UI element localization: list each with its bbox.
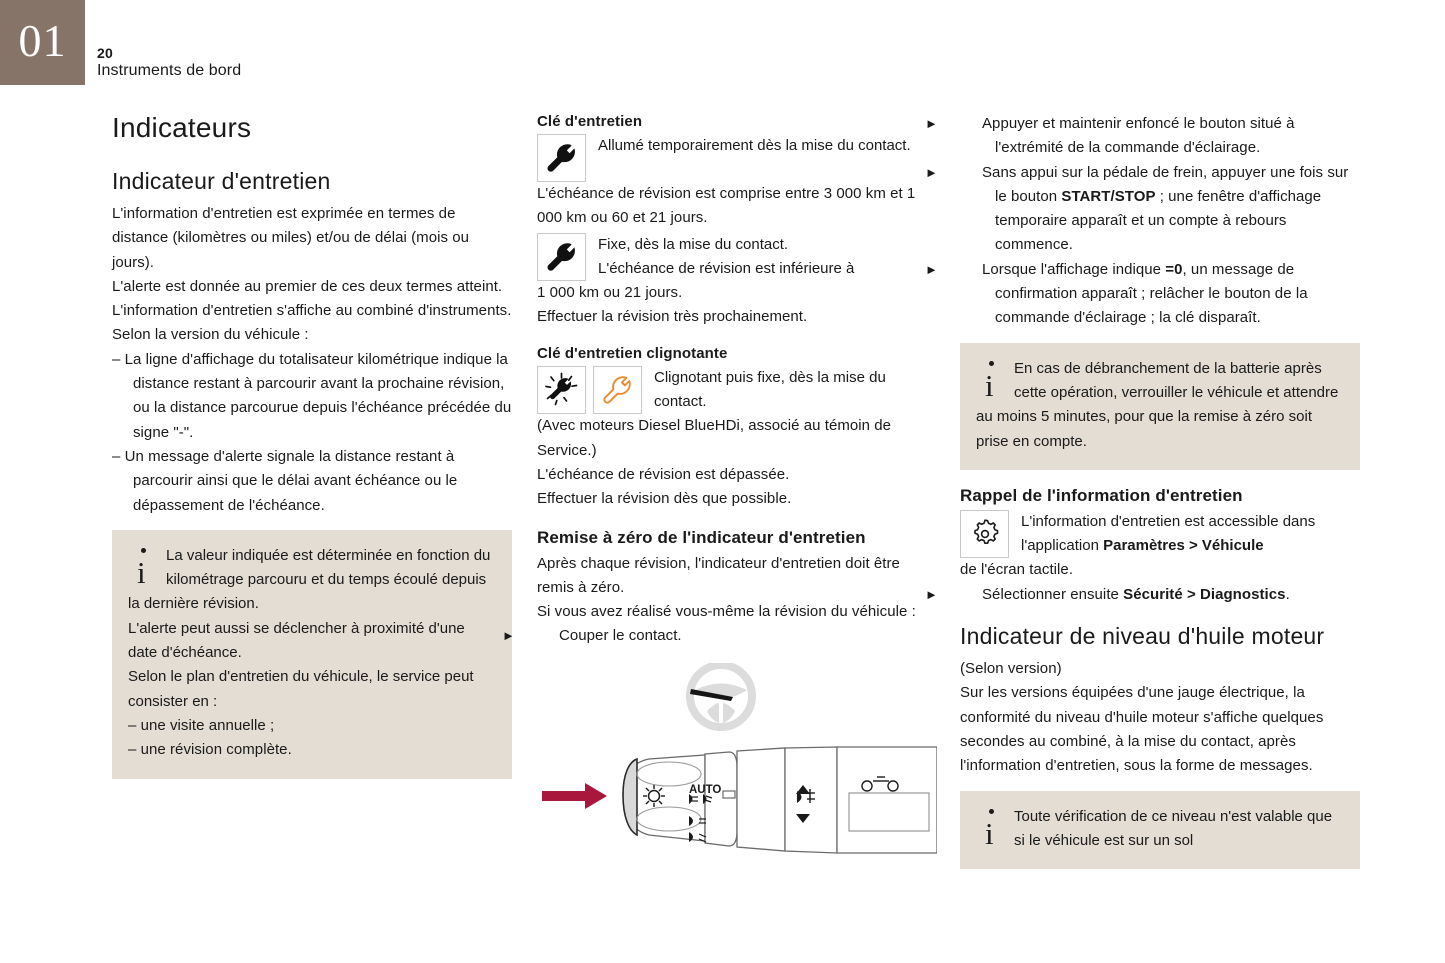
- column-three: [925, 112, 1360, 869]
- paragraph: L'alerte est donnée au premier de ces deux termes atteint.: [112, 277, 503, 295]
- page-title: Indicateurs: [112, 112, 252, 143]
- icon-description: Allumé temporairement dès la mise du contact.: [598, 137, 911, 154]
- icon-description: Clignotant puis fixe, dès la mise du contact.: [654, 368, 886, 411]
- wrench-icon: [537, 233, 586, 281]
- arrow-list-item: ► Couper le contact.: [537, 624, 937, 648]
- emphasis-start-stop: START/STOP: [1061, 187, 1156, 205]
- note-box: [960, 791, 1360, 870]
- header-text-block: [97, 45, 241, 80]
- list-item: – La ligne d'affichage du totalisateur kilométrique indique la distance restant à parcourir avant la prochaine révision, ou la distance parcourue depuis l'échéance précédée du signe "-".: [112, 350, 512, 441]
- wrench-blinking-icon: [537, 366, 586, 414]
- note-box: [960, 343, 1360, 470]
- arrow-list-item: ► Sélectionner ensuite Sécurité > Diagnostics.: [960, 583, 1360, 607]
- paragraph: (Avec moteurs Diesel BlueHDi, associé au témoin de Service.): [537, 417, 892, 459]
- paragraph: Effectuer la révision très prochainement.: [537, 308, 808, 326]
- paragraph: Après chaque révision, l'indicateur d'entretien doit être remis à zéro.: [537, 554, 900, 596]
- note-list-item: – une visite annuelle ;: [128, 716, 275, 734]
- emphasis-menu-path: Sécurité > Diagnostics: [1123, 585, 1286, 603]
- arrow-bullet-icon: ►: [502, 628, 515, 644]
- paragraph: (Selon version): [960, 660, 1062, 678]
- icon-row: [537, 233, 937, 282]
- chapter-title: Instruments de bord: [97, 62, 242, 79]
- auto-label: AUTO: [689, 783, 722, 796]
- chapter-tab: [0, 0, 85, 85]
- heading-rappel-information: Rappel de l'information d'entretien: [960, 485, 1243, 505]
- paragraph: de l'écran tactile.: [960, 561, 1074, 579]
- wrench-outline-orange-icon: [593, 366, 642, 414]
- paragraph: L'échéance de révision est dépassée.: [537, 465, 790, 483]
- paragraph: L'échéance de révision est comprise entre 3 000 km et 1 000 km ou 60 et 21 jours.: [537, 185, 916, 227]
- heading-cle-entretien-clignotante: Clé d'entretien clignotante: [537, 344, 728, 362]
- note-paragraph: La valeur indiquée est déterminée en fonction du kilométrage parcouru et du temps écoulé depuis la dernière révision.: [128, 546, 491, 613]
- page-number: 20: [97, 45, 113, 61]
- arrow-bullet-icon: ►: [925, 116, 938, 131]
- note-list-item: – une révision complète.: [128, 741, 292, 759]
- arrow-bullet-icon: ►: [925, 261, 938, 277]
- chapter-number: 01: [18, 14, 67, 66]
- list-item: – Un message d'alerte signale la distance restant à parcourir ainsi que le délai avant échéance ou le dépassement de l'échéance.: [112, 447, 458, 514]
- note-paragraph: Toute vérification de ce niveau n'est valable que si le véhicule est sur un sol: [1014, 807, 1333, 849]
- icon-row: [960, 510, 1360, 559]
- icon-description: [598, 233, 937, 282]
- section-title-niveau-huile: Indicateur de niveau d'huile moteur: [960, 623, 1325, 650]
- paragraph: L'information d'entretien s'affiche au combiné d'instruments. Selon la version du véhicule :: [112, 302, 512, 344]
- page-header: [0, 0, 1445, 95]
- column-one: [112, 112, 512, 779]
- heading-remise-a-zero: Remise à zéro de l'indicateur d'entretien: [537, 527, 866, 547]
- note-paragraph: Selon le plan d'entretien du véhicule, le service peut consister en :: [128, 668, 474, 710]
- paragraph: Effectuer la révision dès que possible.: [537, 490, 792, 508]
- paragraph: Sur les versions équipées d'une jauge électrique, la conformité du niveau d'huile moteur s'affiche quelques secondes au combiné, à la mise du contact, après l'information d'entretien, sous la forme de messages.: [960, 684, 1324, 775]
- emphasis-zero-value: =0: [1165, 260, 1183, 278]
- pointer-arrow-icon: [542, 783, 607, 809]
- note-paragraph: En cas de débranchement de la batterie après cette opération, verrouiller le véhicule et attendre au moins 5 minutes, pour que la remise à zéro soit prise en compte.: [976, 359, 1339, 450]
- info-icon: i: [976, 357, 1014, 403]
- paragraph: L'information d'entretien est exprimée en termes de distance (kilomètres ou miles) et/ou de délai (mois ou jours).: [112, 205, 470, 271]
- section-title-indicateur-entretien: Indicateur d'entretien: [112, 168, 331, 194]
- arrow-list-item: ► Lorsque l'affichage indique =0, un message de confirmation apparaît ; relâcher le bouton de la commande d'éclairage ; la clé disparaît.: [960, 258, 1360, 331]
- note-box: [112, 530, 512, 779]
- wrench-icon: [537, 134, 586, 182]
- heading-cle-entretien: Clé d'entretien: [537, 113, 643, 130]
- arrow-bullet-icon: ►: [925, 164, 938, 180]
- lighting-control-stalk-illustration: [537, 663, 937, 878]
- column-two: [502, 112, 937, 878]
- icon-description-line: L'échéance de révision est inférieure à: [598, 259, 855, 277]
- arrow-list-item: ► Sans appui sur la pédale de frein, appuyer une fois sur le bouton START/STOP ; une fenêtre d'affichage temporaire apparaît et un compte à rebours commence.: [960, 161, 1360, 258]
- icon-row: [537, 134, 937, 182]
- icon-row: [537, 366, 937, 415]
- paragraph: Si vous avez réalisé vous-même la révision du véhicule :: [537, 603, 916, 621]
- paragraph: 1 000 km ou 21 jours.: [537, 284, 683, 302]
- arrow-bullet-icon: ►: [925, 586, 938, 602]
- arrow-list-item: ► Appuyer et maintenir enfoncé le bouton situé à l'extrémité de la commande d'éclairage.: [960, 112, 1360, 161]
- icon-description-line: Fixe, dès la mise du contact.: [598, 235, 789, 253]
- note-paragraph: L'alerte peut aussi se déclencher à proximité d'une date d'échéance.: [128, 619, 465, 662]
- info-icon: i: [976, 805, 1014, 851]
- icon-description: L'information d'entretien est accessible dans l'application Paramètres > Véhicule: [1021, 512, 1316, 555]
- gear-icon: [960, 510, 1009, 558]
- info-icon: i: [128, 544, 166, 590]
- emphasis-menu-path: Paramètres > Véhicule: [1103, 537, 1264, 555]
